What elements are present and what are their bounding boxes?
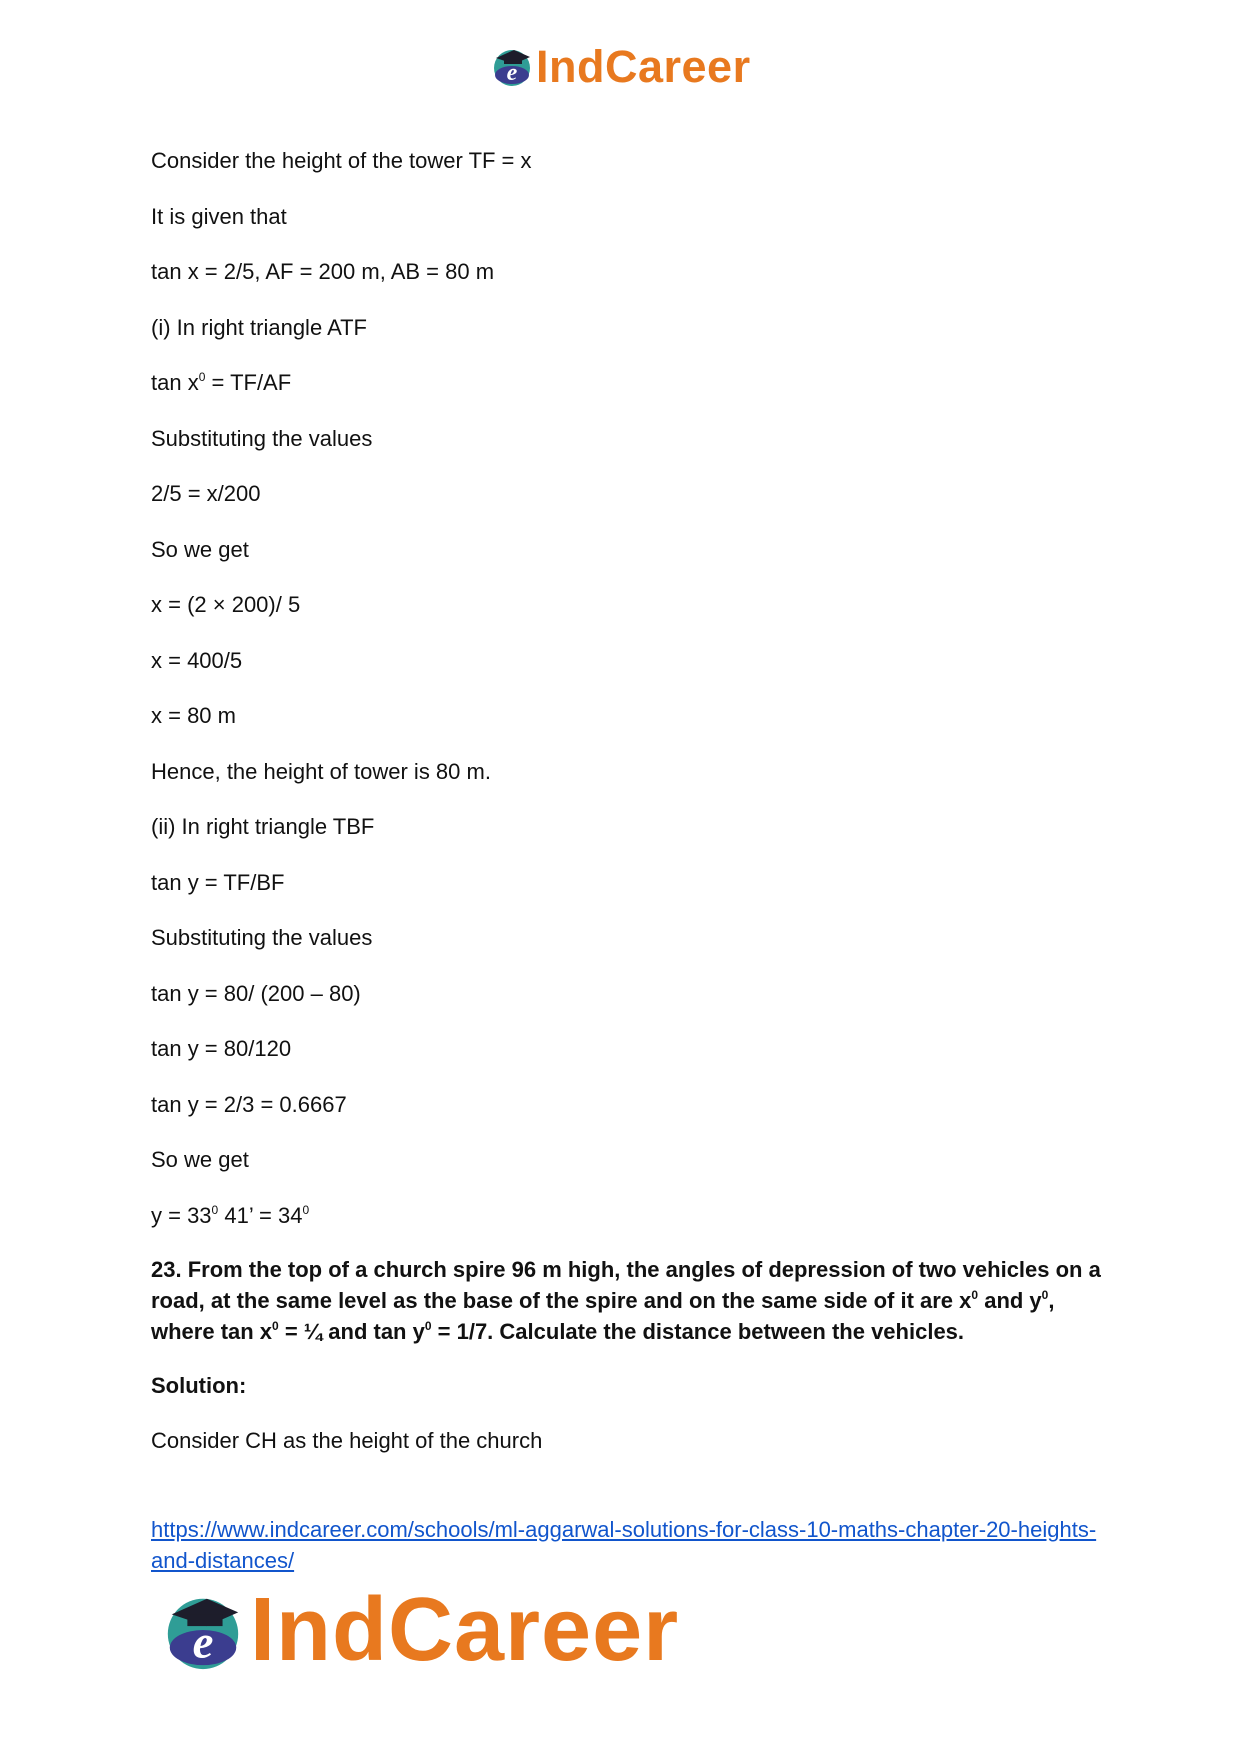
text-line: x = (2 × 200)/ 5: [151, 592, 301, 617]
text-line: Hence, the height of tower is 80 m.: [151, 758, 491, 784]
svg-text:e: e: [192, 1616, 214, 1669]
text-line: 2/5 = x/200: [151, 481, 261, 506]
text-line: tan y = TF/BF: [151, 869, 285, 895]
degree-sup: 0: [272, 1319, 279, 1333]
indcareer-logo-top: [490, 40, 751, 92]
document-body: [151, 146, 1101, 1482]
question-text: = ¼ and tan y: [278, 1319, 425, 1344]
text-line: tan y = 80/ (200 – 80): [151, 980, 361, 1006]
degree-sup: 0: [302, 1202, 310, 1217]
degree-sup: 0: [211, 1202, 219, 1217]
logo-text: IndCareer: [536, 40, 751, 92]
y-b: 41’ = 34: [218, 1202, 303, 1228]
graduation-globe-icon: [160, 1587, 246, 1673]
question-23: [151, 1254, 1101, 1347]
text-line: Substituting the values: [151, 425, 373, 451]
text-line: So we get: [151, 536, 249, 562]
question-text: 23. From the top of a church spire 96 m high, the angles of depression of two vehicles on a road, at the same level as the base of the spire and on the same side of it are x: [151, 1257, 1101, 1313]
tan-x-b: = TF/AF: [205, 370, 292, 395]
degree-sup: 0: [424, 1319, 432, 1333]
text-line: tan y = 80/120: [151, 1036, 292, 1061]
text-line: Substituting the values: [151, 925, 373, 950]
text-line: tan x = 2/5, AF = 200 m, AB = 80 m: [151, 259, 495, 284]
degree-sup: 0: [198, 370, 206, 384]
logo-text: IndCareer: [250, 1580, 680, 1680]
degree-sup: 0: [1041, 1288, 1049, 1302]
text-line: It is given that: [151, 203, 287, 229]
source-link[interactable]: https://www.indcareer.com/schools/ml-aggarwal-solutions-for-class-10-maths-chapter-20-heights-and-distances/: [151, 1517, 1097, 1573]
text-line: Consider the height of the tower TF = x: [151, 148, 532, 173]
solution-label: Solution:: [151, 1373, 247, 1398]
text-line: x = 400/5: [151, 647, 243, 673]
solution-first-line: Consider CH as the height of the church: [151, 1428, 543, 1453]
y-a: y = 33: [151, 1202, 212, 1228]
text-line: (i) In right triangle ATF: [151, 314, 367, 340]
question-text: , where tan x: [151, 1288, 1055, 1344]
graduation-globe-icon: [490, 44, 534, 88]
question-text: = 1/7. Calculate the distance between the vehicles.: [431, 1319, 965, 1344]
text-line-tan-x: [151, 368, 1101, 398]
question-text: and y: [978, 1288, 1042, 1313]
tan-x-a: tan x: [151, 370, 199, 395]
text-line: tan y = 2/3 = 0.6667: [151, 1091, 347, 1117]
degree-sup: 0: [971, 1288, 979, 1302]
text-line-y-value: [151, 1201, 1101, 1231]
text-line: x = 80 m: [151, 703, 236, 728]
text-line: So we get: [151, 1147, 249, 1172]
svg-text:e: e: [506, 60, 518, 86]
text-line: (ii) In right triangle TBF: [151, 814, 375, 839]
indcareer-logo-bottom: [160, 1582, 679, 1678]
